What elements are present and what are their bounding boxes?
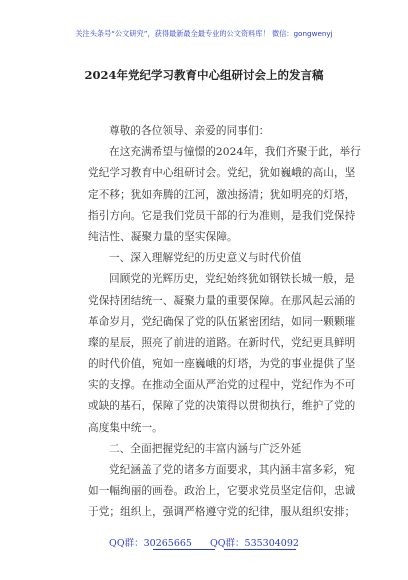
body-line: 党纪学习教育中心组研讨会。党纪，犹如巍峨的高山，坚 xyxy=(88,167,356,180)
body-line: 璨的星辰，照亮了前进的道路。在新时代，党纪更具鲜明 xyxy=(88,336,356,349)
footer-underline xyxy=(153,549,215,550)
section-heading: 二、全面把握党纪的丰富内涵与广泛外延 xyxy=(109,442,302,455)
qq-group-2: QQ群：535304092 xyxy=(209,538,299,549)
body-line: 革命岁月，党纪确保了党的队伍紧密团结，如同一颗颗璀 xyxy=(88,315,356,328)
qq-group-1: QQ群：30265665 xyxy=(109,538,192,549)
body-line: 如一幅绚丽的画卷。政治上，它要求党员坚定信仰，忠诚 xyxy=(88,485,356,498)
document-title: 2024年党纪学习教育中心组研讨会上的发言稿 xyxy=(84,68,324,82)
footer-contact xyxy=(0,535,408,549)
body-line: 党保持团结统一、凝聚力量的重要保障。在那风起云涌的 xyxy=(88,294,356,307)
body-line: 或缺的基石，保障了党的决策得以贯彻执行，维护了党的 xyxy=(88,400,356,413)
body-line: 的时代价值，宛如一座巍峨的灯塔，为党的事业提供了坚 xyxy=(88,358,356,371)
body-line: 实的支撑。在推动全面从严治党的过程中，党纪作为不可 xyxy=(88,379,356,392)
section-heading: 一、深入理解党纪的历史意义与时代价值 xyxy=(109,252,302,265)
footer-underline xyxy=(224,549,296,550)
body-line: 指引方向。它是我们党员干部的行为准则，是我们党保持 xyxy=(88,209,356,222)
header-banner: 关注头条号“公文研究”，获得最新最全最专业的公文资料库！ 微信：gongwenyj xyxy=(75,29,333,38)
body-line: 在这充满希望与憧憬的2024年，我们齐聚于此，举行 xyxy=(109,146,361,159)
body-line: 于党；组织上，强调严格遵守党的纪律，服从组织安排； xyxy=(88,506,356,519)
body-line: 高度集中统一。 xyxy=(88,421,163,434)
body-line: 尊敬的各位领导、亲爱的同事们： xyxy=(109,125,270,137)
document-body xyxy=(88,121,361,524)
body-line: 回顾党的光辉历史，党纪始终犹如钢铁长城一般，是 xyxy=(109,273,355,286)
body-line: 纯洁性、凝聚力量的坚实保障。 xyxy=(88,230,238,243)
body-line: 党纪涵盖了党的诸多方面要求，其内涵丰富多彩，宛 xyxy=(109,464,355,476)
body-line: 定不移；犹如奔腾的江河，激浊扬清；犹如明亮的灯塔， xyxy=(88,188,356,201)
